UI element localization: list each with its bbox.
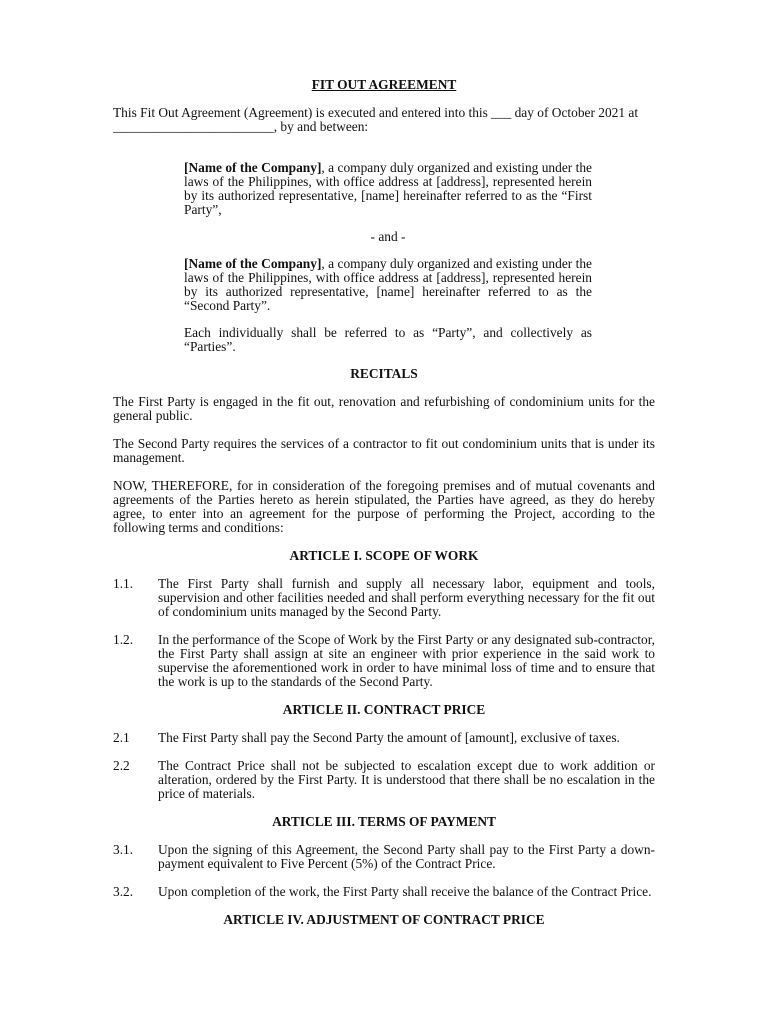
article-heading: ARTICLE I. SCOPE OF WORK — [289, 548, 479, 563]
intro-line-1: This Fit Out Agreement (Agreement) is executed and entered into this ___ day of October 2021 at — [113, 105, 639, 120]
clause-number: 3.1. — [113, 842, 134, 857]
intro-line-2: ________________________, by and between: — [113, 119, 369, 134]
first-party-name: [Name of the Company] — [184, 160, 322, 175]
clause-number: 2.1 — [113, 730, 130, 745]
clause-text: The First Party shall pay the Second Party the amount of [amount], exclusive of taxes. — [158, 730, 620, 745]
clause-number: 3.2. — [113, 884, 134, 899]
second-party-name: [Name of the Company] — [184, 256, 322, 271]
second-party-text: , a company duly organized and existing under the laws of the Philippines, with office address at [address], represented herein by its authorized representative, [name] hereinafter referred to as the “Second Party”. — [184, 256, 592, 313]
article-heading: ARTICLE III. TERMS OF PAYMENT — [272, 814, 496, 829]
recitals-heading: RECITALS — [350, 366, 418, 381]
clause-number: 1.2. — [113, 632, 134, 647]
article-heading: ARTICLE II. CONTRACT PRICE — [282, 702, 486, 717]
parties-block — [184, 161, 592, 354]
clause-item — [113, 577, 655, 619]
article-heading: ARTICLE IV. ADJUSTMENT OF CONTRACT PRICE — [223, 912, 545, 927]
document-body — [113, 78, 655, 941]
parties-definition: Each individually shall be referred to as “Party”, and collectively as “Parties”. — [184, 325, 592, 354]
clause-text: Upon the signing of this Agreement, the Second Party shall pay to the First Party a down-payment equivalent to Five Percent (5%) of the Contract Price. — [158, 842, 655, 871]
and-separator: - and - — [370, 229, 406, 244]
recital-paragraph: The Second Party requires the services of a contractor to fit out condominium units that is under its management. — [113, 436, 655, 465]
clause-number: 2.2 — [113, 758, 130, 773]
clause-text: The Contract Price shall not be subjected to escalation except due to work addition or alteration, ordered by the First Party. It is understood that there shall be no escalation in the price of materials. — [158, 758, 655, 801]
clause-item — [113, 731, 655, 745]
clause-number: 1.1. — [113, 576, 134, 591]
clause-item — [113, 633, 655, 689]
clause-item — [113, 885, 655, 899]
clause-text: The First Party shall furnish and supply all necessary labor, equipment and tools, supervision and other facilities needed and shall perform everything necessary for the fit out of condominium units managed by the Second Party. — [158, 576, 655, 619]
clause-text: In the performance of the Scope of Work by the First Party or any designated sub-contractor, the First Party shall assign at site an engineer with prior experience in the said work to supervise the aforementioned work in order to have minimal loss of time and to ensure that the work is up to the standards of the Second Party. — [158, 632, 655, 689]
second-party-paragraph — [184, 257, 592, 313]
clause-item — [113, 759, 655, 801]
document-title: FIT OUT AGREEMENT — [311, 77, 457, 92]
clause-text: Upon completion of the work, the First Party shall receive the balance of the Contract Price. — [158, 884, 652, 899]
first-party-text: , a company duly organized and existing under the laws of the Philippines, with office address at [address], represented herein by its authorized representative, [name] hereinafter referred to as the “First Party”, — [184, 160, 592, 217]
clause-item — [113, 843, 655, 871]
recital-paragraph: NOW, THEREFORE, for in consideration of the foregoing premises and of mutual covenants and agreements of the Parties hereto as herein stipulated, the Parties have agreed, as they do hereby agree, to enter into an agreement for the purpose of performing the Project, according to the following terms and conditions: — [113, 478, 655, 535]
first-party-paragraph — [184, 161, 592, 217]
recital-paragraph: The First Party is engaged in the fit out, renovation and refurbishing of condominium units for the general public. — [113, 394, 655, 423]
